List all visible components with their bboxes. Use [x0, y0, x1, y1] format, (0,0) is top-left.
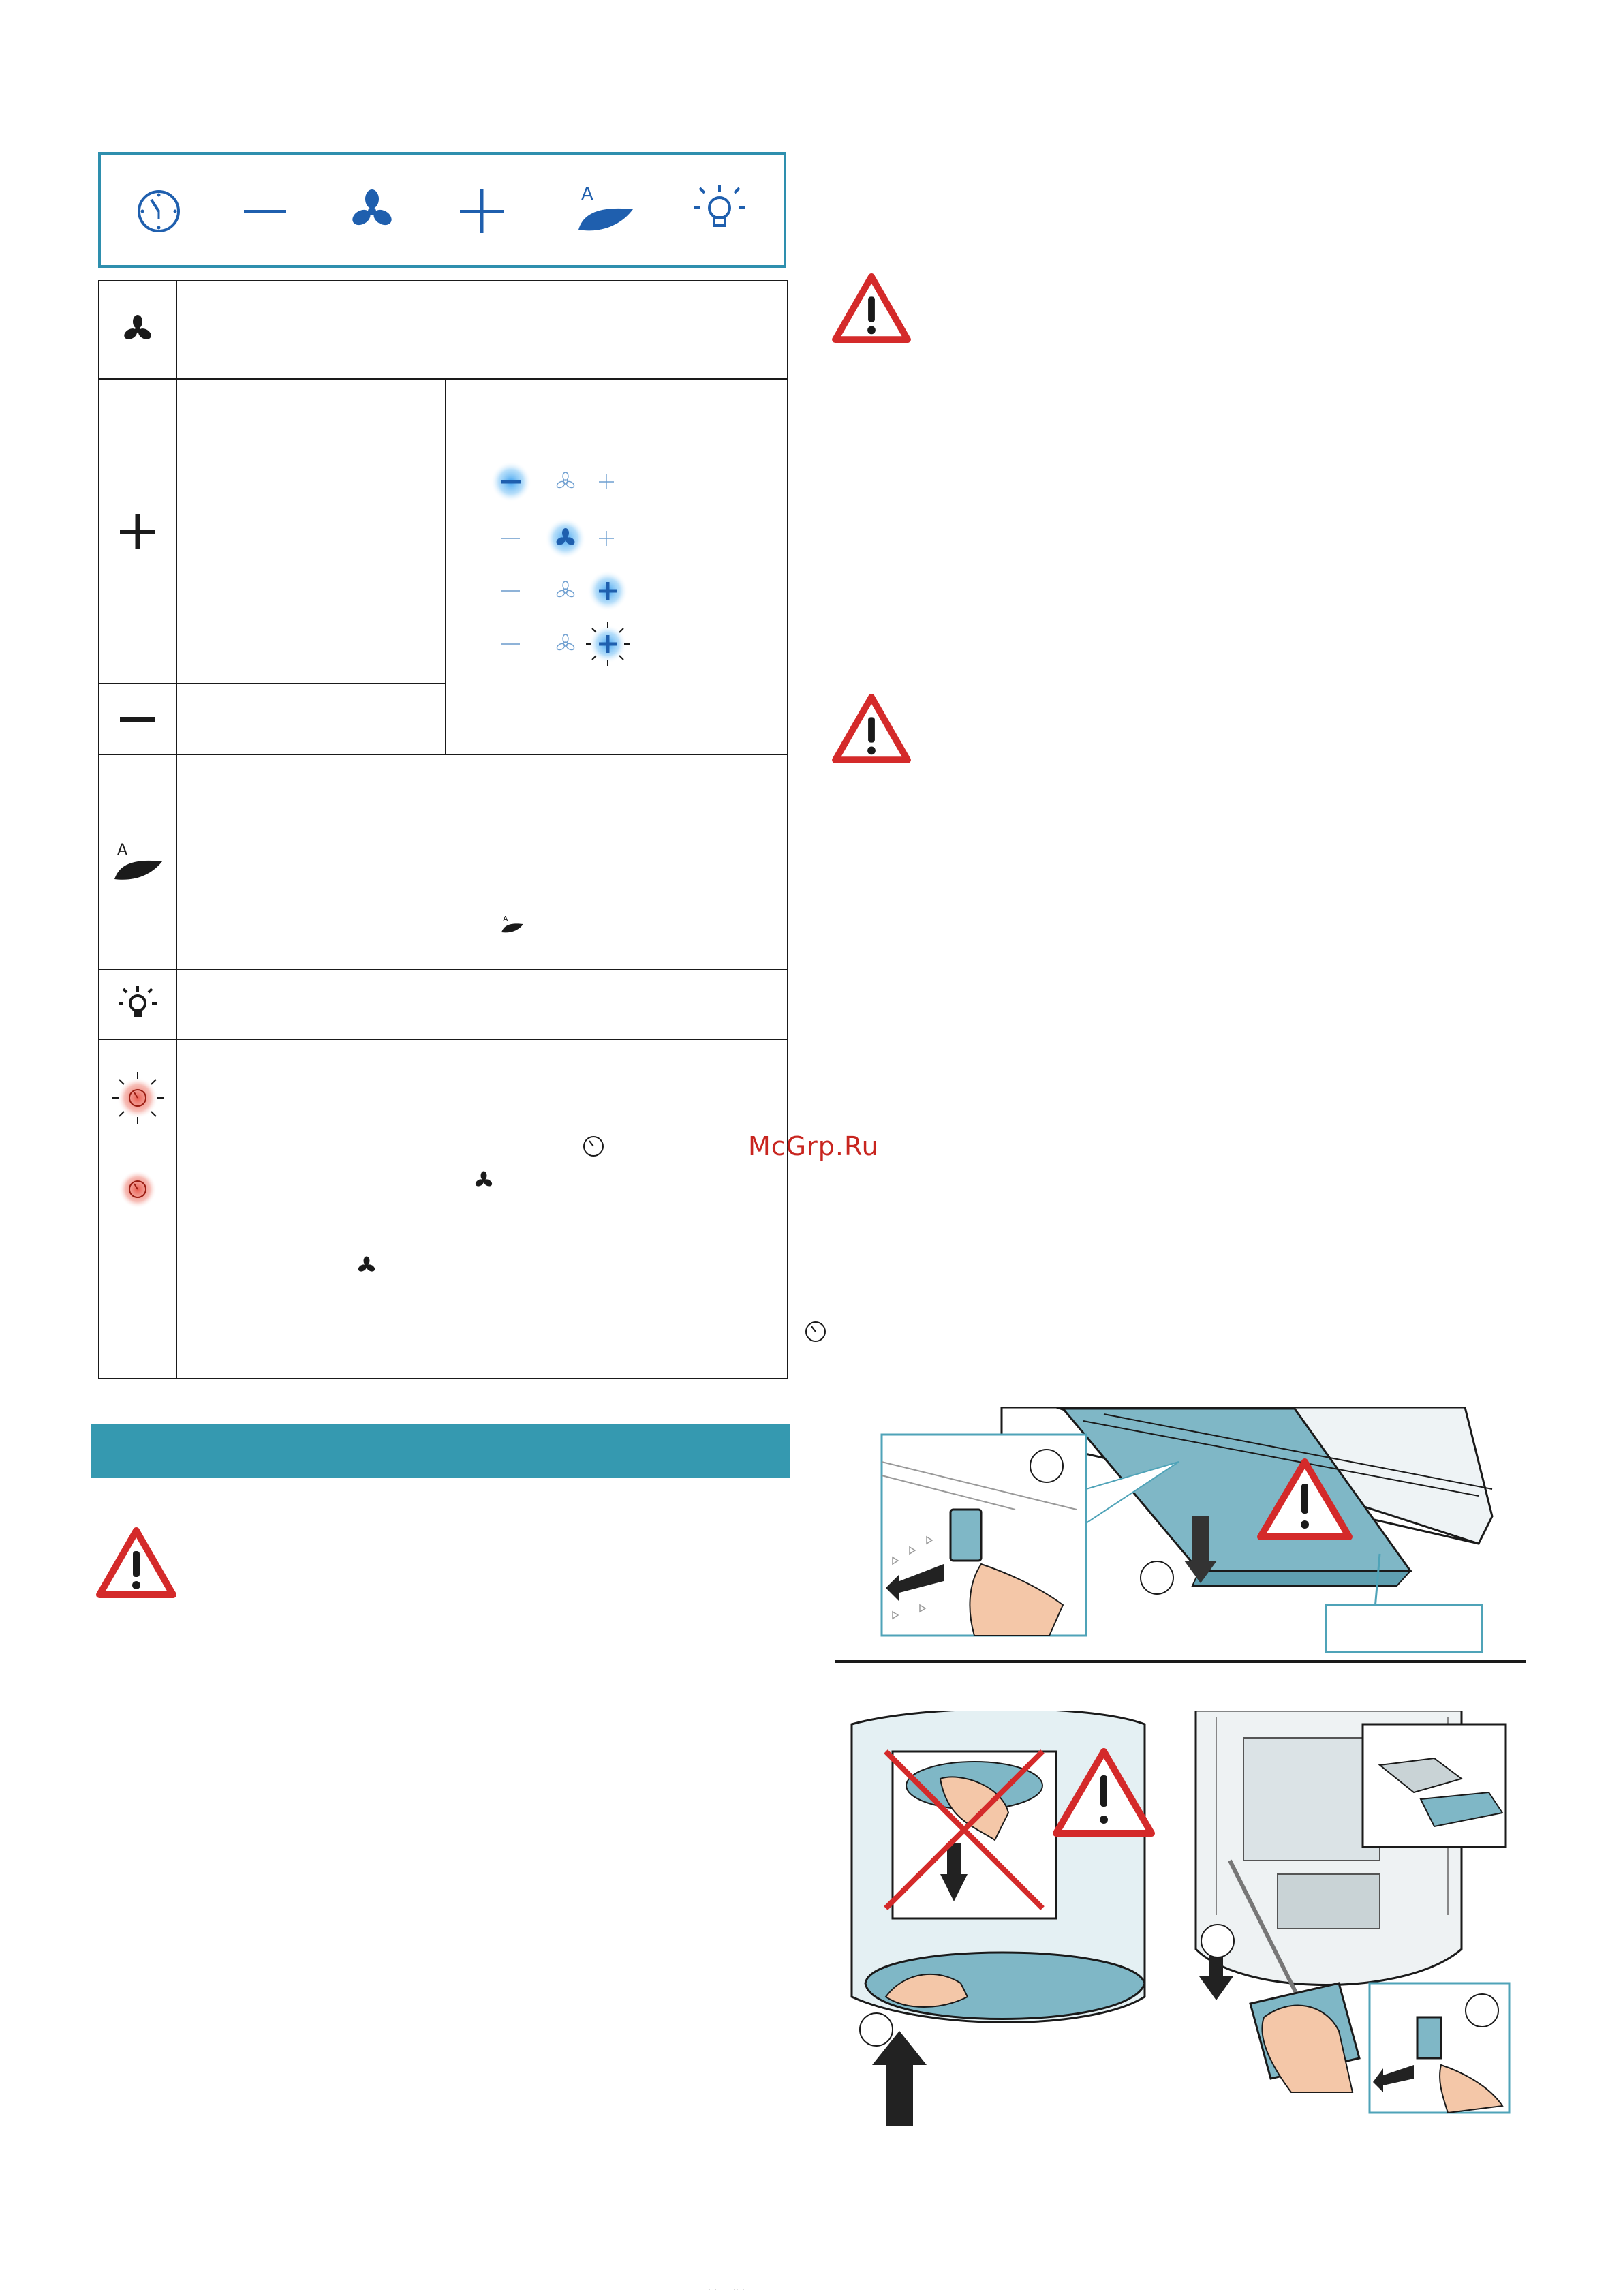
filter-alarm-blinking-icon	[99, 1067, 176, 1129]
row-filter-alarm	[99, 1039, 176, 1379]
eco-letter: A	[581, 184, 593, 204]
plus-icon	[99, 512, 176, 551]
plus-icon[interactable]	[458, 187, 506, 235]
row-minus	[99, 684, 176, 754]
control-panel	[98, 152, 786, 268]
footer-marks: · · · · ·· ·	[709, 2286, 746, 2293]
timer-inline-icon	[582, 1135, 605, 1158]
round-hood-filter-illustration	[845, 1711, 1165, 2133]
function-table	[98, 280, 788, 1379]
timer-icon[interactable]	[135, 187, 183, 235]
watermark: McGrp.Ru	[748, 1131, 879, 1161]
minus-icon[interactable]	[243, 187, 288, 235]
eco-leaf-inline-icon	[500, 913, 525, 935]
row-fan	[99, 281, 176, 379]
fan-icon[interactable]	[348, 187, 396, 235]
filter-alarm-steady-icon	[99, 1165, 176, 1213]
eco-letter: A	[117, 842, 128, 859]
fan-icon	[99, 313, 176, 347]
section-heading-band	[91, 1424, 790, 1478]
row-light-text	[176, 970, 788, 1039]
filter-clip-release-illustration	[1189, 1711, 1516, 2119]
row-light	[99, 970, 176, 1039]
warning-triangle-icon-3	[831, 693, 912, 765]
speed-diagram-cell	[446, 379, 788, 754]
warning-triangle-icon-2	[831, 273, 912, 345]
fan-inline-icon-2	[356, 1255, 377, 1276]
minus-icon	[99, 712, 176, 726]
speed-2	[501, 518, 614, 559]
timer-inline-icon-2	[804, 1320, 827, 1343]
eco-letter-inline: A	[503, 915, 508, 923]
fan-inline-icon	[473, 1169, 495, 1191]
speed-1	[491, 461, 614, 502]
detail-callout-box	[1325, 1604, 1483, 1653]
eco-leaf-icon	[99, 838, 176, 886]
warning-triangle-icon	[95, 1527, 177, 1600]
row-plus	[99, 379, 176, 684]
row-eco-text	[176, 754, 788, 970]
light-icon[interactable]	[692, 182, 747, 236]
row-fan-text	[176, 281, 788, 379]
speed-3	[501, 570, 628, 611]
divider-line	[835, 1660, 1526, 1663]
light-icon	[99, 984, 176, 1025]
row-filter-alarm-text	[176, 1039, 788, 1379]
row-plus-text	[176, 379, 446, 684]
row-minus-text	[176, 684, 446, 754]
row-eco	[99, 754, 176, 970]
eco-leaf-icon[interactable]	[574, 179, 636, 238]
speed-diagram	[446, 383, 787, 751]
speed-boost	[501, 622, 630, 666]
